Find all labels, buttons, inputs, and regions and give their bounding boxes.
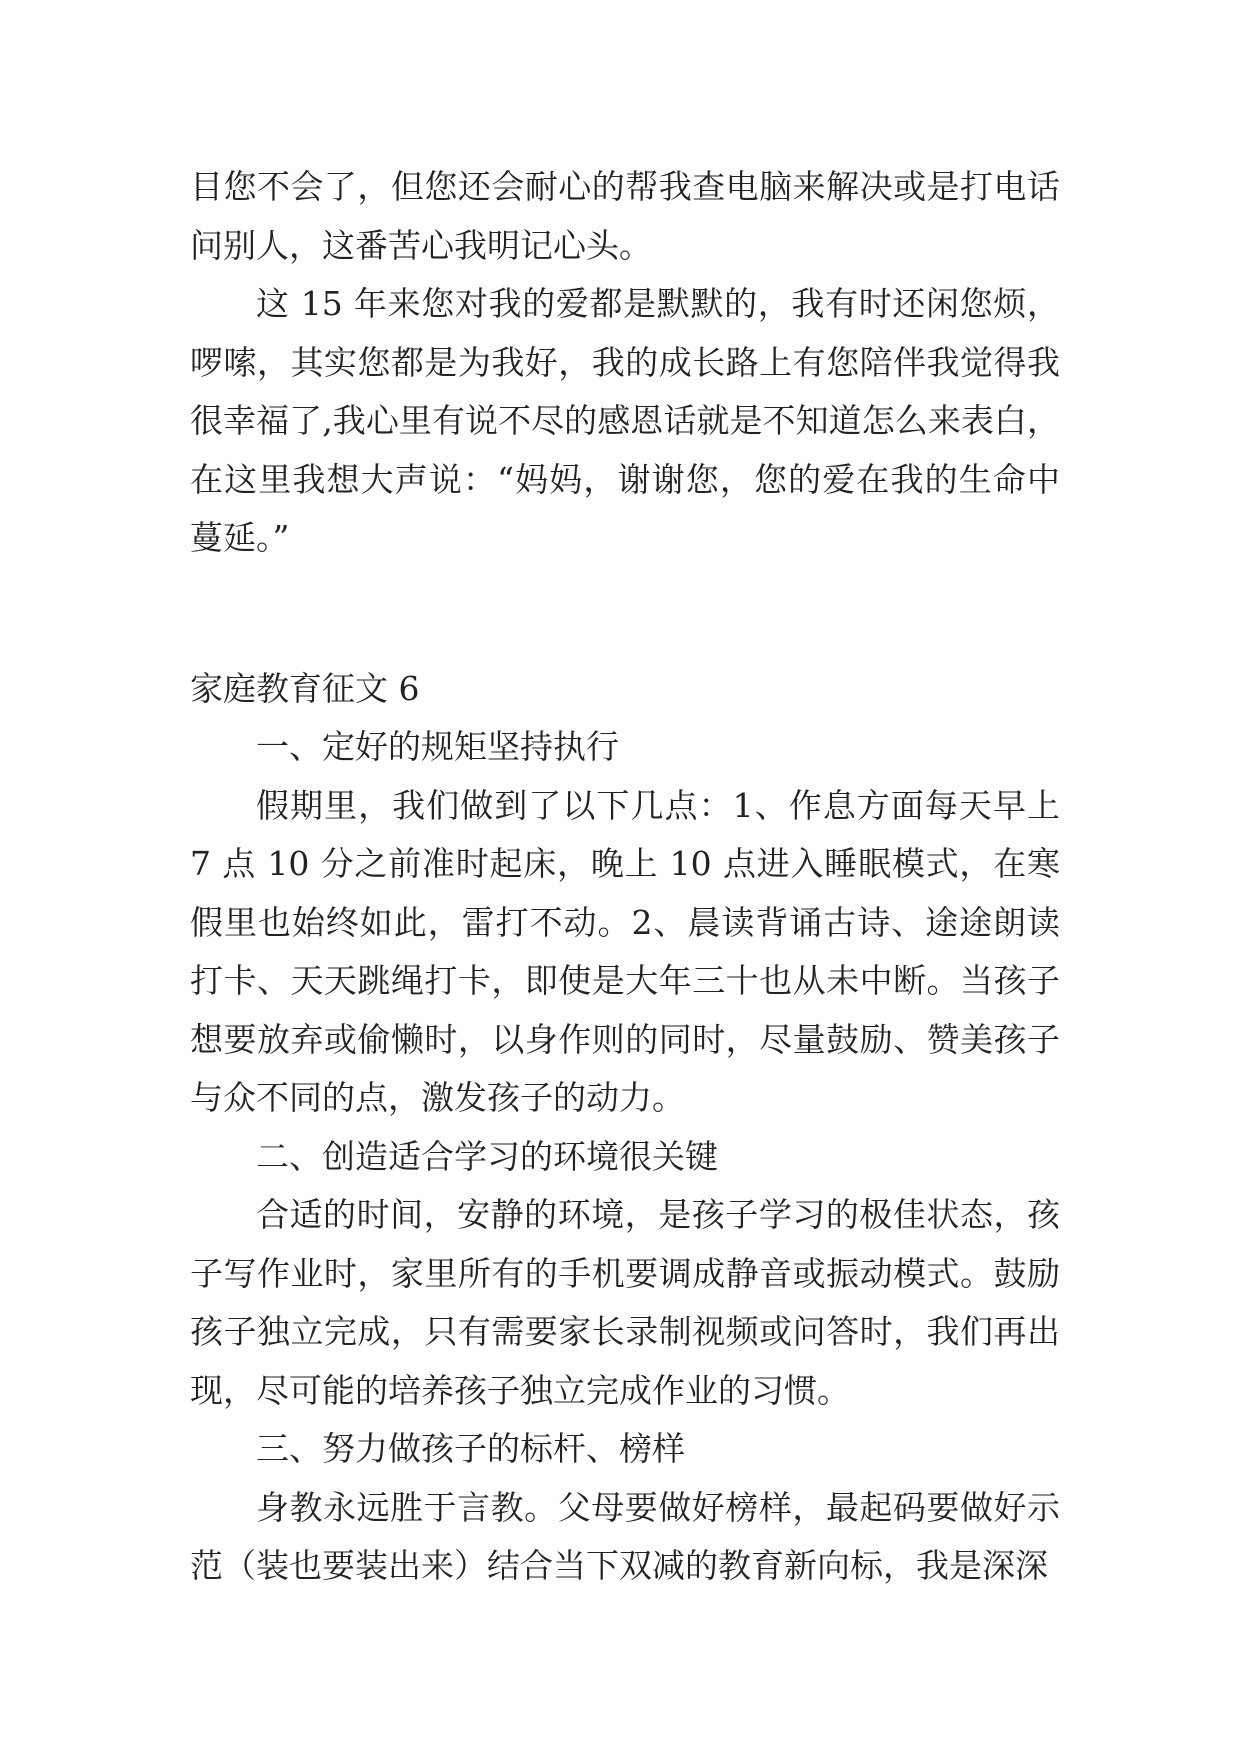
paragraph-2: 这 15 年来您对我的爱都是默默的，我有时还闲您烦，啰嗦，其实您都是为我好，我的成长路上有您陪伴我觉得我很幸福了,我心里有说不尽的感恩话就是不知道怎么来表白，在这里我想大声说：“妈妈，谢谢您，您的爱在我的生命中蔓延。” [190, 284, 1060, 557]
paragraph-3: 假期里，我们做到了以下几点：1、作息方面每天早上 7 点 10 分之前准时起床，晚上 10 点进入睡眠模式，在寒假里也始终如此，雷打不动。2、晨读背诵古诗、途途朗读打卡、天天跳绳打卡，即使是大年三十也从未中断。当孩子想要放弃或偷懒时，以身作则的同时，尽量鼓励、赞美孩子与众不同的点，激发孩子的动力。 [190, 785, 1060, 1117]
subheading-2: 二、创造适合学习的环境很关键 [256, 1136, 718, 1176]
section-heading: 家庭教育征文 6 [190, 668, 420, 708]
paragraph-1: 目您不会了，但您还会耐心的帮我查电脑来解决或是打电话问别人，这番苦心我明记心头。 [190, 167, 1060, 265]
subheading-1: 一、定好的规矩坚持执行 [256, 727, 619, 766]
document-body [190, 158, 1060, 1596]
paragraph-5: 身教永远胜于言教。父母要做好榜样，最起码要做好示范（装也要装出来）结合当下双减的教育新向标，我是深深 [190, 1487, 1060, 1585]
paragraph-4: 合适的时间，安静的环境，是孩子学习的极佳状态，孩子写作业时，家里所有的手机要调成静音或振动模式。鼓励孩子独立完成，只有需要家长录制视频或问答时，我们再出现，尽可能的培养孩子独立完成作业的习惯。 [190, 1195, 1060, 1410]
subheading-3: 三、努力做孩子的标杆、榜样 [256, 1429, 685, 1468]
